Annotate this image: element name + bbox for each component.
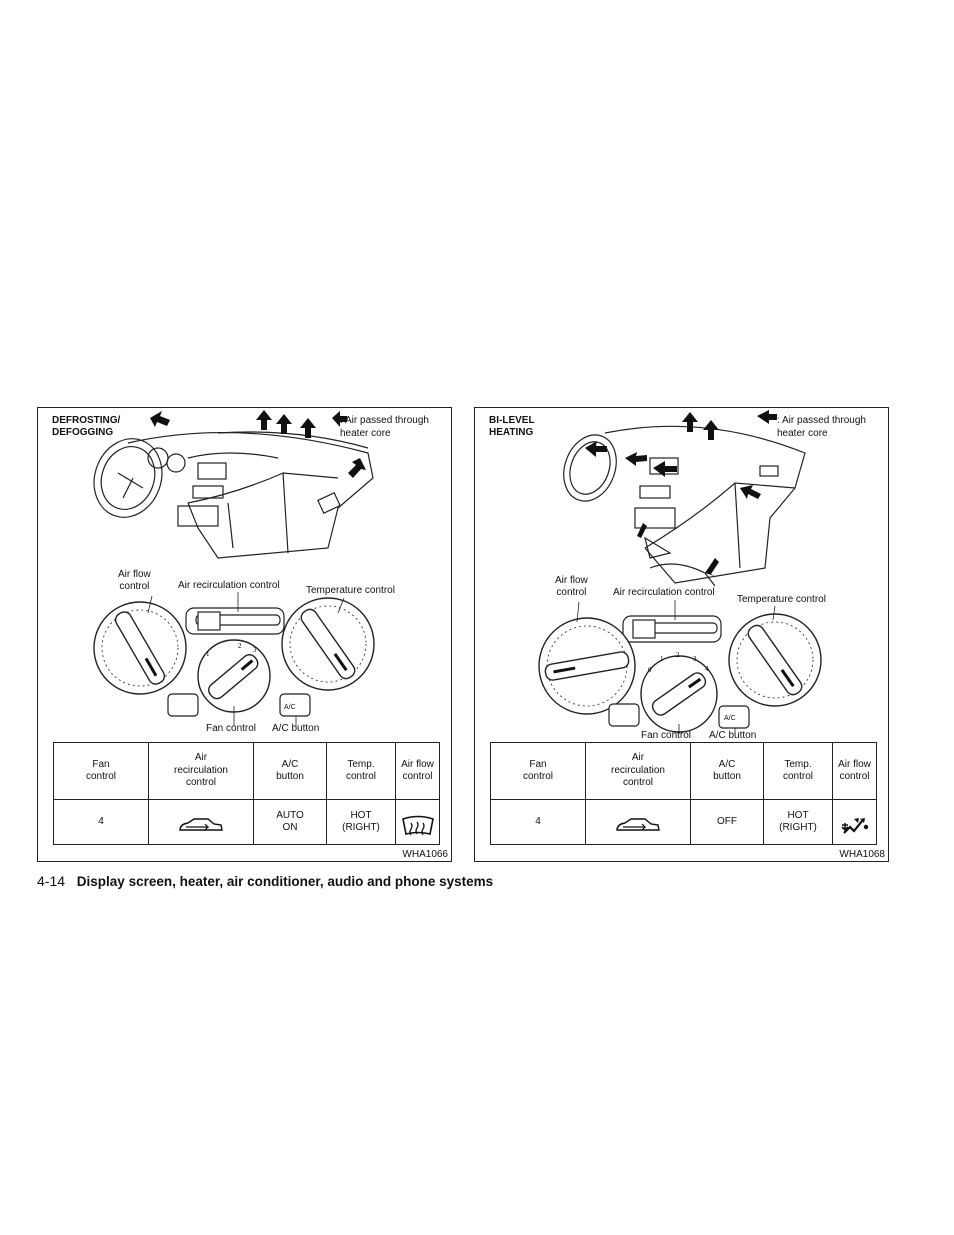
fan-mark-2: 2 (238, 642, 242, 650)
ac-button-label: A/C (724, 715, 736, 722)
fan-mark-3: 3 (253, 646, 257, 654)
bi-level-icon (833, 800, 877, 845)
table-header: Temp. control (327, 743, 396, 800)
table-header: Fan control (54, 743, 149, 800)
air-flow-control-label: Air flow control (555, 575, 588, 598)
temperature-control-label: Temperature control (737, 594, 826, 605)
page-footer (37, 873, 493, 889)
temperature-control-label: Temperature control (306, 585, 395, 596)
fan-control-label: Fan control (641, 730, 692, 741)
air-recirculation-slider[interactable] (186, 608, 284, 634)
airflow-arrows (150, 410, 366, 478)
air-flow-control-label: Air flow control (118, 569, 151, 592)
air-recirculation-control-label: Air recirculation control (613, 587, 715, 598)
rear-defrost-button[interactable] (168, 694, 198, 716)
page-number: 4-14 (37, 873, 66, 889)
fan-value: 4 (54, 800, 149, 845)
ac-button-label: A/C (284, 704, 296, 711)
air-flow-dial[interactable] (539, 618, 635, 714)
table-header: A/C button (691, 743, 764, 800)
section-title: Display screen, heater, air conditioner, audio and phone systems (76, 874, 494, 889)
temperature-dial[interactable] (282, 598, 374, 690)
table-header: Temp. control (764, 743, 833, 800)
fan-value: 4 (491, 800, 586, 845)
fan-dial[interactable] (641, 651, 717, 732)
defrost-icon (396, 800, 440, 845)
outside-air-icon (586, 800, 691, 845)
temp-value: HOT (RIGHT) (327, 800, 396, 845)
fan-mark-4: 4 (705, 665, 709, 673)
rear-defrost-button[interactable] (609, 704, 639, 726)
air-recirculation-slider[interactable] (623, 616, 721, 642)
bi-level-panel (474, 407, 889, 862)
air-flow-dial[interactable] (94, 602, 186, 694)
table-header: Air flow control (396, 743, 440, 800)
ac-button-caption: A/C button (709, 730, 757, 741)
legend-text: : Air passed through heater core (340, 415, 429, 439)
defrost-panel (37, 407, 452, 862)
ac-button-caption: A/C button (272, 723, 320, 734)
settings-table (490, 742, 877, 845)
fan-control-label: Fan control (206, 723, 257, 734)
legend-text: : Air passed through heater core (777, 415, 866, 439)
fan-mark-2: 2 (676, 651, 680, 659)
mode-title: DEFROSTING/ DEFOGGING (52, 415, 121, 438)
fan-mark-3: 3 (693, 655, 697, 663)
fan-dial[interactable] (198, 640, 270, 712)
ac-value: AUTO ON (254, 800, 327, 845)
table-header: Air recirculation control (149, 743, 254, 800)
settings-table (53, 742, 440, 845)
temp-value: HOT (RIGHT) (764, 800, 833, 845)
table-header: A/C button (254, 743, 327, 800)
dashboard-illustration (475, 408, 890, 738)
temperature-dial[interactable] (729, 614, 821, 706)
dashboard-illustration (38, 408, 453, 738)
ac-value: OFF (691, 800, 764, 845)
fan-mark-1: 1 (206, 650, 210, 658)
table-header: Air recirculation control (586, 743, 691, 800)
figure-code: WHA1068 (839, 849, 885, 860)
fan-mark-1: 1 (660, 655, 664, 663)
outside-air-icon (149, 800, 254, 845)
air-recirculation-control-label: Air recirculation control (178, 580, 280, 591)
figure-code: WHA1066 (402, 849, 448, 860)
table-header: Air flow control (833, 743, 877, 800)
mode-title: BI-LEVEL HEATING (489, 415, 535, 438)
table-header: Fan control (491, 743, 586, 800)
fan-mark-0: 0 (648, 666, 652, 674)
